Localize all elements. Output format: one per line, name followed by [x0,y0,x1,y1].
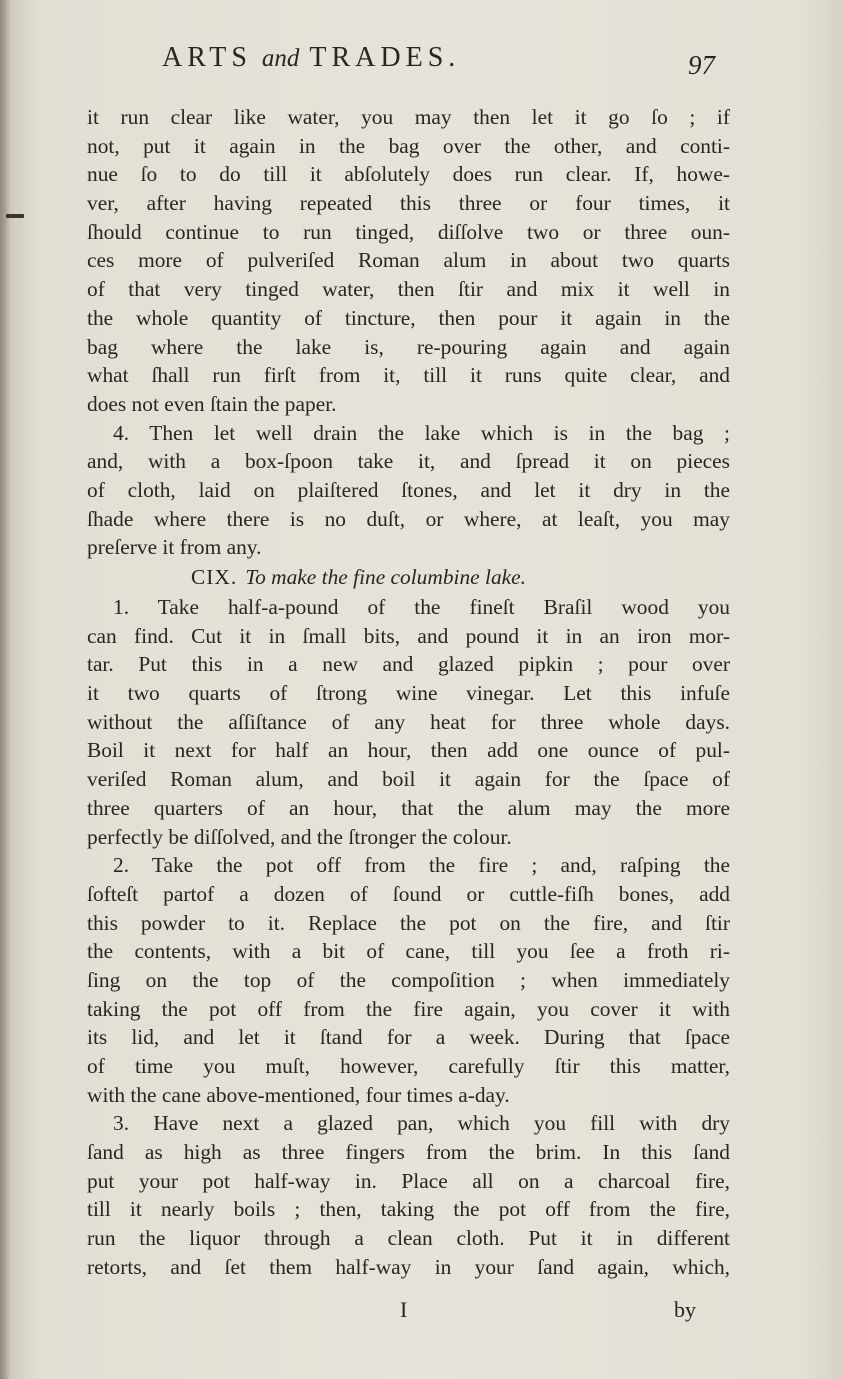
text-line: ſand as high as three fingers from the brim. In this ſand [87,1140,730,1165]
section-number: CIX. [191,565,238,589]
text-line: ſhould continue to run tinged, diſſolve two or three oun- [87,219,730,244]
text-line: nue ſo to do till it abſolutely does run clear. If, howe- [87,162,730,187]
catchword: by [674,1297,696,1322]
section-title: To make the fine columbine lake. [245,565,526,589]
text-line: of cloth, laid on plaiſtered ſtones, and let it dry in the [87,477,730,502]
text-line: 1. Take half-a-pound of the fineſt Braſil wood you [113,595,730,619]
text-line: retorts, and ſet them half-way in your ſand again, which, [87,1254,730,1279]
text-line: perfectly be diſſolved, and the ſtronger the colour. [87,824,512,849]
text-line: and, with a box-ſpoon take it, and ſpread it on pieces [87,449,730,474]
margin-mark [6,214,24,218]
running-head [162,42,460,74]
text-line: without the aſſiſtance of any heat for three whole days. [87,709,730,734]
paragraph-step-3 [87,1109,730,1281]
text-line: it two quarts of ſtrong wine vinegar. Let this infuſe [87,681,730,706]
text-line: taking the pot off from the fire again, you cover it with [87,996,730,1021]
text-line: ſhade where there is no duſt, or where, at leaſt, you may [87,506,730,531]
paragraph-continued [87,103,730,419]
text-line: what ſhall run firſt from it, till it runs quite clear, and [87,363,730,388]
text-line: of that very tinged water, then ſtir and mix it well in [87,277,730,302]
text-line: 3. Have next a glazed pan, which you fill with dry [113,1111,730,1136]
text-line: it run clear like water, you may then let it go ſo ; if [87,105,730,129]
signature-mark: I [400,1297,408,1322]
body-text [87,103,730,1282]
text-line: ver, after having repeated this three or four times, it [87,191,730,216]
text-line: the contents, with a bit of cane, till you ſee a froth ri- [87,939,730,964]
text-line: ces more of pulveriſed Roman alum in about two quarts [87,248,730,273]
paragraph-step-4 [87,419,730,562]
text-line: put your pot half-way in. Place all on a charcoal fire, [87,1168,730,1193]
paragraph-step-1 [87,593,730,851]
text-line: ſing on the top of the compoſition ; when immediately [87,967,730,992]
text-line: veriſed Roman alum, and boil it again for the ſpace of [87,767,730,792]
text-line: run the liquor through a clean cloth. Put it in different [87,1226,730,1251]
text-line: can find. Cut it in ſmall bits, and pound it in an iron mor- [87,623,730,648]
text-line: Boil it next for half an hour, then add one ounce of pul- [87,738,730,763]
section-heading [87,562,730,593]
text-line: 2. Take the pot off from the fire ; and, raſping the [113,853,730,878]
paragraph-step-2 [87,851,730,1109]
text-line: three quarters of an hour, that the alum may the more [87,795,730,820]
text-line: of time you muſt, however, carefully ſtir this matter, [87,1054,730,1078]
running-head-and: and [261,45,300,72]
gutter-shadow [0,0,10,1379]
text-line: its lid, and let it ſtand for a week. During that ſpace [87,1025,730,1050]
text-line: bag where the lake is, re-pouring again and again [87,334,730,359]
page-number: 97 [688,50,715,80]
text-line: with the cane above-mentioned, four times a-day. [87,1082,510,1107]
page-header [0,42,843,82]
text-line: not, put it again in the bag over the other, and conti- [87,133,730,158]
text-line: ſofteſt partof a dozen of ſound or cuttle-fiſh bones, add [87,881,730,906]
text-line: this powder to it. Replace the pot on the fire, and ſtir [87,910,730,935]
text-line: preſerve it from any. [87,535,262,560]
running-head-trades: TRADES. [309,42,461,73]
text-line: the whole quantity of tincture, then pour it again in the [87,305,730,330]
text-line: tar. Put this in a new and glazed pipkin ; pour over [87,652,730,677]
text-line: does not even ſtain the paper. [87,391,337,416]
text-line: till it nearly boils ; then, taking the pot off from the fire, [87,1197,730,1222]
page-footer [0,1297,843,1333]
text-line: 4. Then let well drain the lake which is in the bag ; [113,420,730,445]
running-head-arts: ARTS [162,42,252,73]
